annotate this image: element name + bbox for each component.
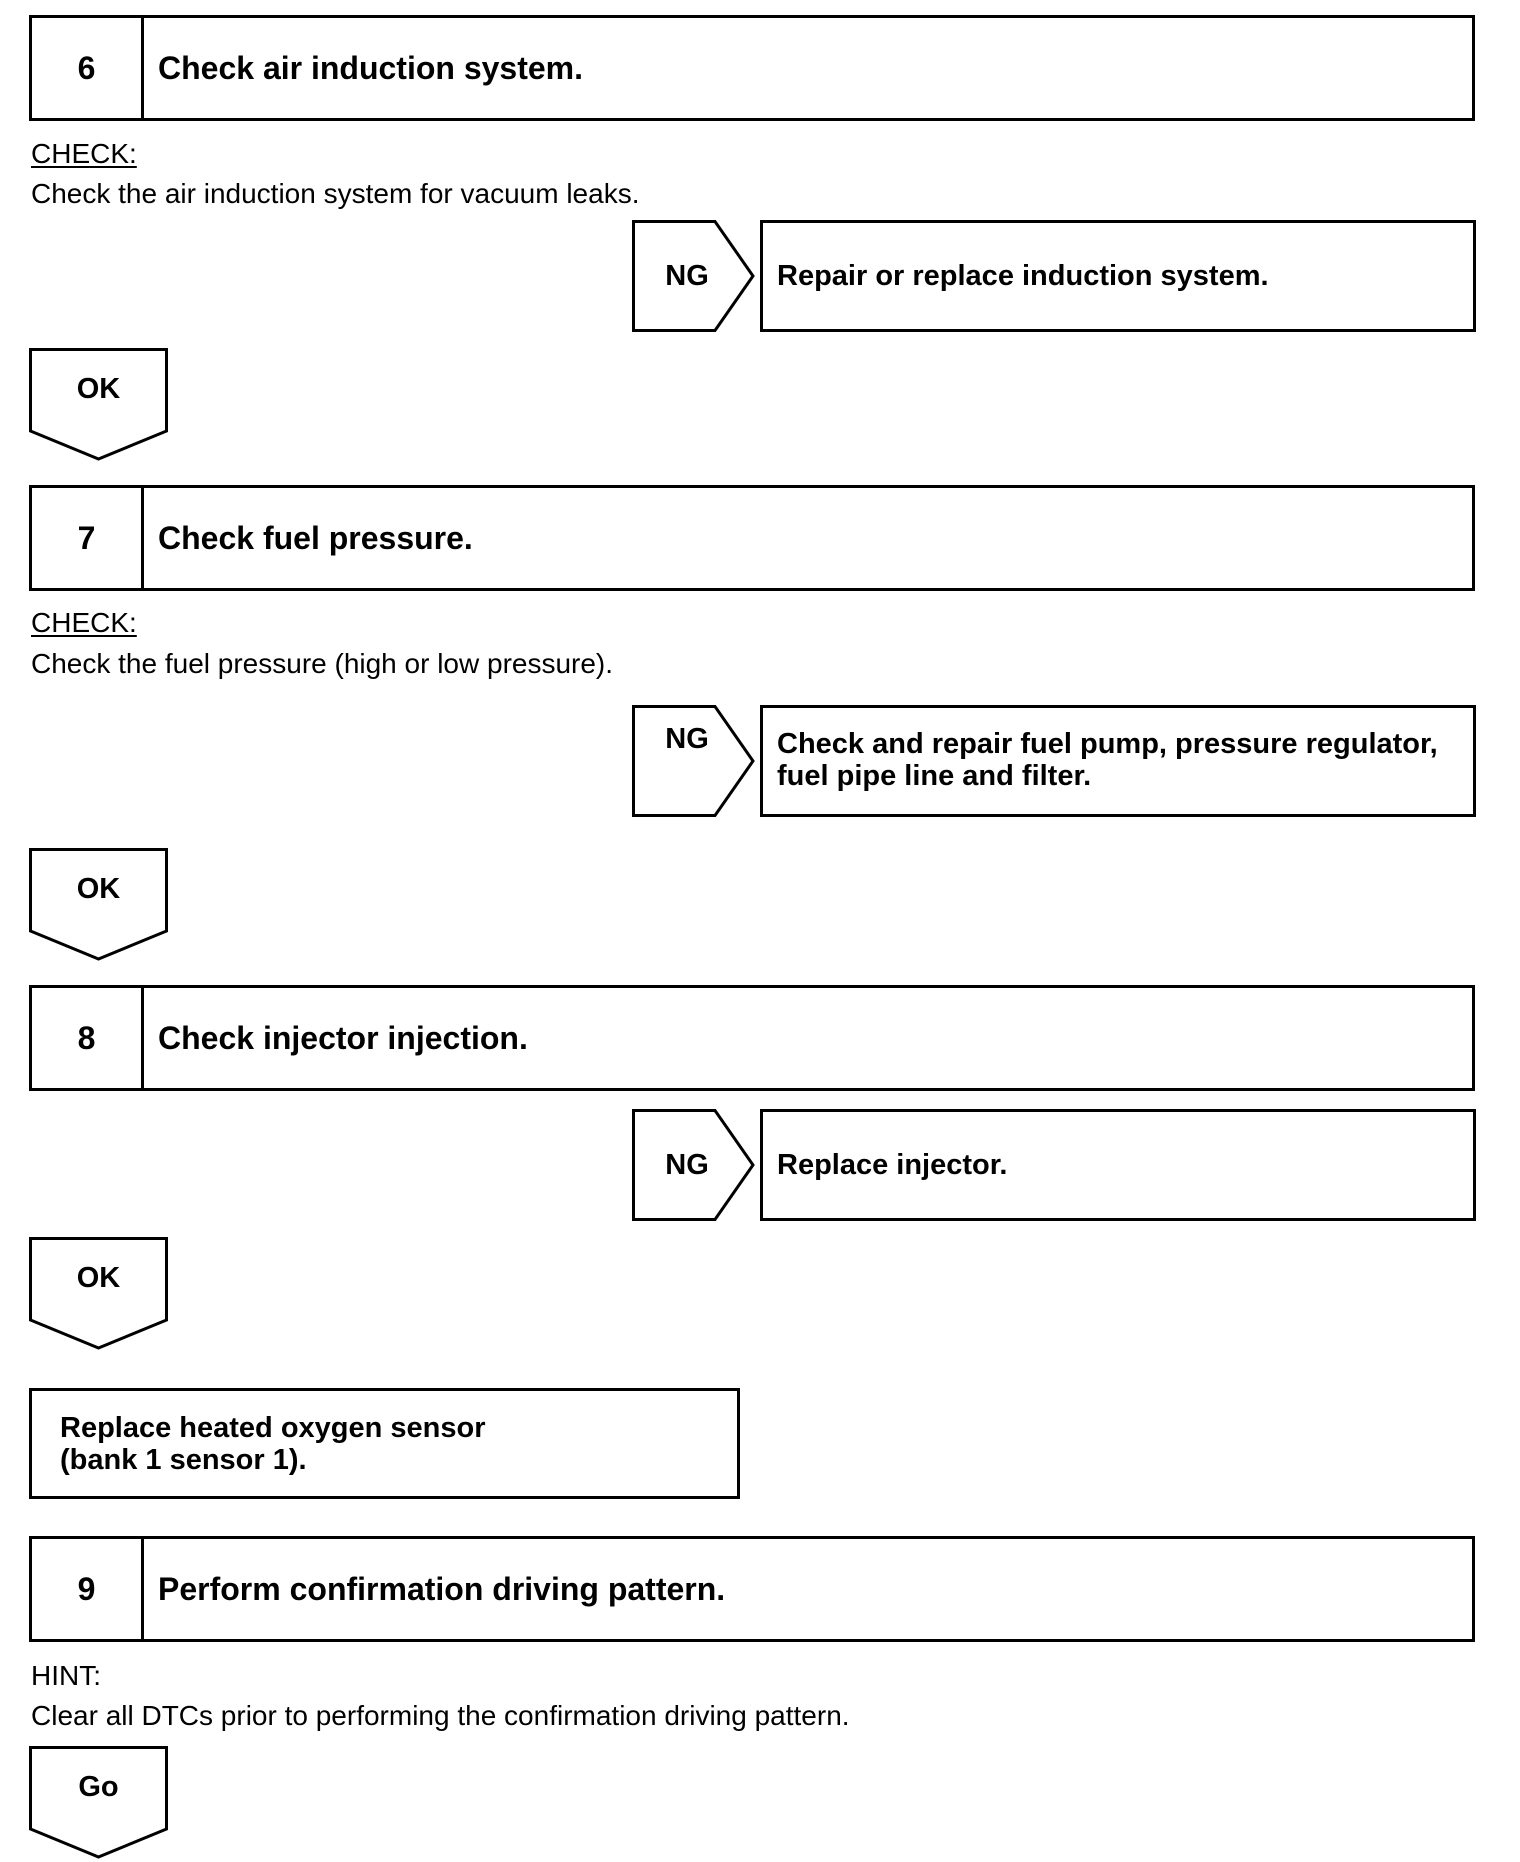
- ok-label: OK: [76, 872, 121, 905]
- ok-label: OK: [76, 372, 121, 405]
- ng-label: NG: [665, 259, 709, 292]
- step-number: 7: [32, 488, 144, 588]
- hint-label: HINT:: [31, 1660, 101, 1691]
- ng-action-box: [760, 705, 1476, 817]
- final-action-line2: (bank 1 sensor 1).: [60, 1443, 307, 1476]
- ng-action-text-line1: Check and repair fuel pump, pressure regulator,: [777, 728, 1438, 760]
- final-action-line1: Replace heated oxygen sensor: [60, 1411, 486, 1444]
- step-8-header: [29, 985, 1475, 1091]
- step-title: Check fuel pressure.: [158, 519, 473, 556]
- ng-label: NG: [665, 723, 709, 755]
- step-title: Check air induction system.: [158, 49, 584, 86]
- ng-action-box: [760, 1109, 1476, 1221]
- step-9-header: [29, 1536, 1475, 1642]
- ng-label: NG: [665, 1148, 709, 1181]
- step-title: Perform confirmation driving pattern.: [158, 1570, 726, 1607]
- hint-text: Clear all DTCs prior to performing the confirmation driving pattern.: [31, 1700, 850, 1731]
- step-number: 8: [32, 988, 144, 1088]
- go-label: Go: [78, 1770, 119, 1803]
- ok-label: OK: [76, 1261, 121, 1294]
- ng-action-text: Repair or replace induction system.: [777, 260, 1269, 292]
- check-text: Check the air induction system for vacuum leaks.: [31, 178, 640, 209]
- step-title: Check injector injection.: [158, 1019, 528, 1056]
- check-label: CHECK:: [31, 138, 137, 169]
- ng-action-text-line2: fuel pipe line and filter.: [777, 760, 1092, 792]
- final-action-box: [29, 1388, 740, 1499]
- step-7-header: [29, 485, 1475, 591]
- ng-action-text: Replace injector.: [777, 1149, 1008, 1181]
- check-text: Check the fuel pressure (high or low pressure).: [31, 648, 614, 679]
- ng-action-box: [760, 220, 1476, 332]
- step-6-header: [29, 15, 1475, 121]
- step-number: 6: [32, 18, 144, 118]
- check-label: CHECK:: [31, 607, 137, 638]
- step-number: 9: [32, 1539, 144, 1639]
